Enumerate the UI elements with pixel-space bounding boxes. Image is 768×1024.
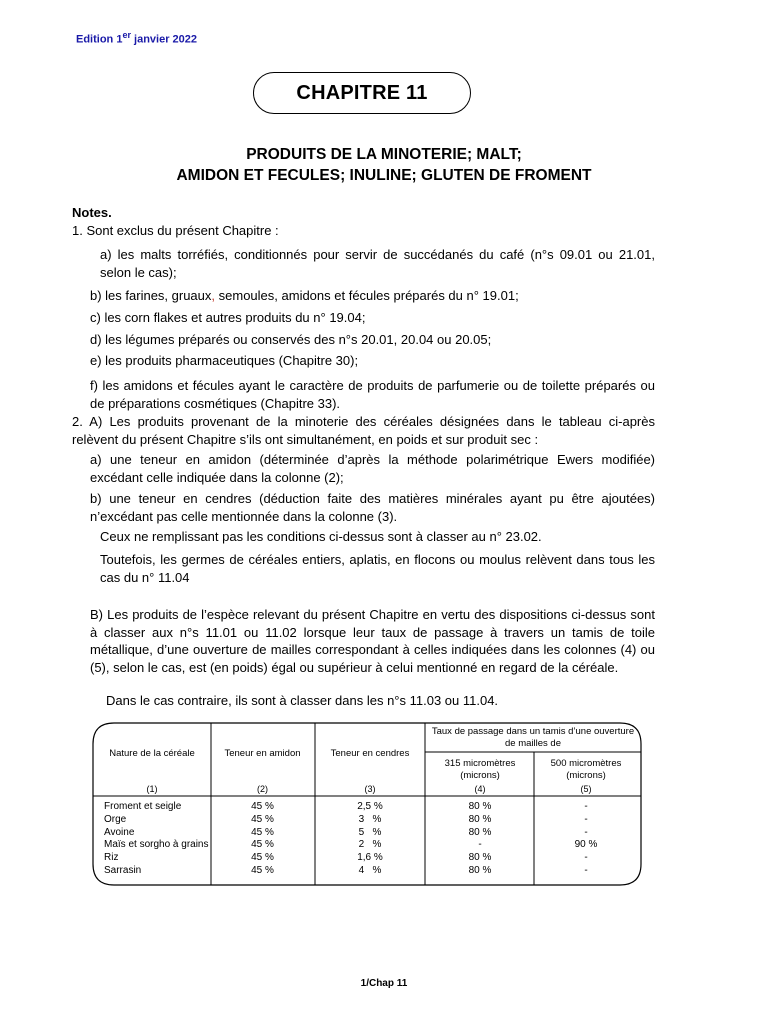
note-2-b-continued: Dans le cas contraire, ils sont à classer dans les n°s 11.03 ou 11.04. — [106, 693, 499, 708]
page-footer: 1/Chap 11 — [360, 978, 408, 989]
chapter-title: CHAPITRE 11 — [296, 81, 428, 104]
cereal-table — [92, 722, 642, 886]
note-1-intro: 1. Sont exclus du présent Chapitre : — [72, 223, 279, 238]
table-cell-t315: 80 % — [468, 813, 492, 825]
chapter-title-box — [253, 72, 471, 114]
note-2-a-a: a) une teneur en amidon (déterminée d’après la méthode polarimétrique Ewers modifiée) excédant celle indiquée dans la colonne (2); — [90, 452, 655, 485]
table-cell-t500: - — [584, 826, 588, 838]
table-cell-amidon: 45 % — [251, 839, 274, 851]
table-cell-t500: - — [584, 865, 588, 876]
header-taux-group: Taux de passage dans un tamis d’une ouverture de mailles de — [431, 726, 635, 749]
note-1-b: b) les farines, gruaux, semoules, amidons et fécules préparés du n° 19.01; — [90, 288, 519, 303]
table-cell-amidon: 45 % — [251, 852, 274, 864]
table-cell-t315: 80 % — [468, 826, 492, 838]
table-cell-t500: - — [584, 852, 588, 864]
subtitle-line-1: PRODUITS DE LA MINOTERIE; MALT; — [246, 146, 522, 163]
note-2-a-intro: 2. A) Les produits provenant de la minoterie des céréales désignées dans le tableau ci-après relèvent du présent Chapitre s’ils ont simultanément, en poids et sur produit sec : — [72, 414, 655, 447]
header-315: 315 micromètres (microns) — [444, 758, 516, 781]
col-number-2: (2) — [257, 784, 268, 794]
col-number-5: (5) — [580, 784, 592, 794]
table-cell-t315: 80 % — [468, 865, 492, 876]
note-1-c: c) les corn flakes et autres produits du n° 19.04; — [90, 310, 366, 325]
note-1-f: f) les amidons et fécules ayant le caractère de produits de parfumerie ou de toilette préparés ou de préparations cosmétiques (Chapitre 33). — [90, 378, 655, 411]
table-cell-t500: 90 % — [574, 839, 598, 851]
table-cell-name: Orge — [104, 813, 127, 825]
table-cell-amidon: 45 % — [251, 813, 274, 825]
table-cell-t500: - — [584, 801, 588, 812]
col-number-3: (3) — [364, 784, 376, 794]
note-1-e: e) les produits pharmaceutiques (Chapitre 30); — [90, 353, 359, 368]
edition-date: Edition 1er janvier 2022 — [76, 30, 198, 46]
header-cendres: Teneur en cendres — [330, 748, 410, 759]
note-1-d: d) les légumes préparés ou conservés des n°s 20.01, 20.04 ou 20.05; — [90, 332, 492, 347]
table-cell-amidon: 45 % — [251, 865, 274, 876]
table-cell-cendres: 3 % — [358, 813, 382, 825]
col-number-4: (4) — [474, 784, 486, 794]
table-cell-cendres: 2,5 % — [357, 801, 383, 812]
table-cell-name: Avoine — [104, 826, 135, 838]
note-2-b: B) Les produits de l’espèce relevant du présent Chapitre en vertu des dispositions ci-dessus sont à classer aux n°s 11.01 ou 11.02 lorsque leur taux de passage à travers un tamis de toile métallique, d’une ouverture de mailles correspondant à celles indiquées dans les colonnes (4) ou (5), selon le cas, est (en poids) égal ou supérieur à celui mentionné en regard de la céréale. — [90, 607, 655, 675]
table-cell-name: Maïs et sorgho à grains — [104, 839, 209, 851]
table-cell-cendres: 1,6 % — [357, 852, 383, 864]
table-cell-t315: 80 % — [468, 801, 492, 812]
table-cell-cendres: 4 % — [358, 865, 382, 876]
table-cell-name: Sarrasin — [104, 865, 142, 876]
col-number-1: (1) — [146, 784, 158, 794]
table-cell-name: Froment et seigle — [104, 801, 182, 812]
header-500: 500 micromètres (microns) — [550, 758, 622, 781]
table-cell-amidon: 45 % — [251, 826, 274, 838]
header-nature: Nature de la céréale — [109, 748, 195, 759]
table-cell-cendres: 5 % — [358, 826, 382, 838]
table-cell-t315: - — [478, 839, 482, 851]
note-1-a: a) les malts torréfiés, conditionnés pour servir de succédanés du café (n°s 09.01 ou 21.01, selon le cas); — [100, 247, 655, 280]
note-2-paragraph-2: Toutefois, les germes de céréales entiers, aplatis, en flocons ou moulus relèvent dans tous les cas du n° 11.04 — [100, 552, 655, 585]
note-2-a-b: b) une teneur en cendres (déduction faite des matières minérales ayant pu être ajoutées) n’excédant pas celle mentionnée dans la colonne (3). — [90, 491, 655, 524]
table-cell-amidon: 45 % — [251, 801, 274, 812]
table-cell-t315: 80 % — [468, 852, 492, 864]
table-cell-t500: - — [584, 813, 588, 825]
notes-title: Notes. — [72, 205, 112, 220]
table-cell-name: Riz — [104, 852, 119, 864]
subtitle-line-2: AMIDON ET FECULES; INULINE; GLUTEN DE FROMENT — [176, 167, 592, 184]
table-cell-cendres: 2 % — [358, 839, 382, 851]
note-2-paragraph-1: Ceux ne remplissant pas les conditions ci-dessus sont à classer au n° 23.02. — [100, 529, 542, 544]
header-amidon: Teneur en amidon — [224, 748, 301, 759]
